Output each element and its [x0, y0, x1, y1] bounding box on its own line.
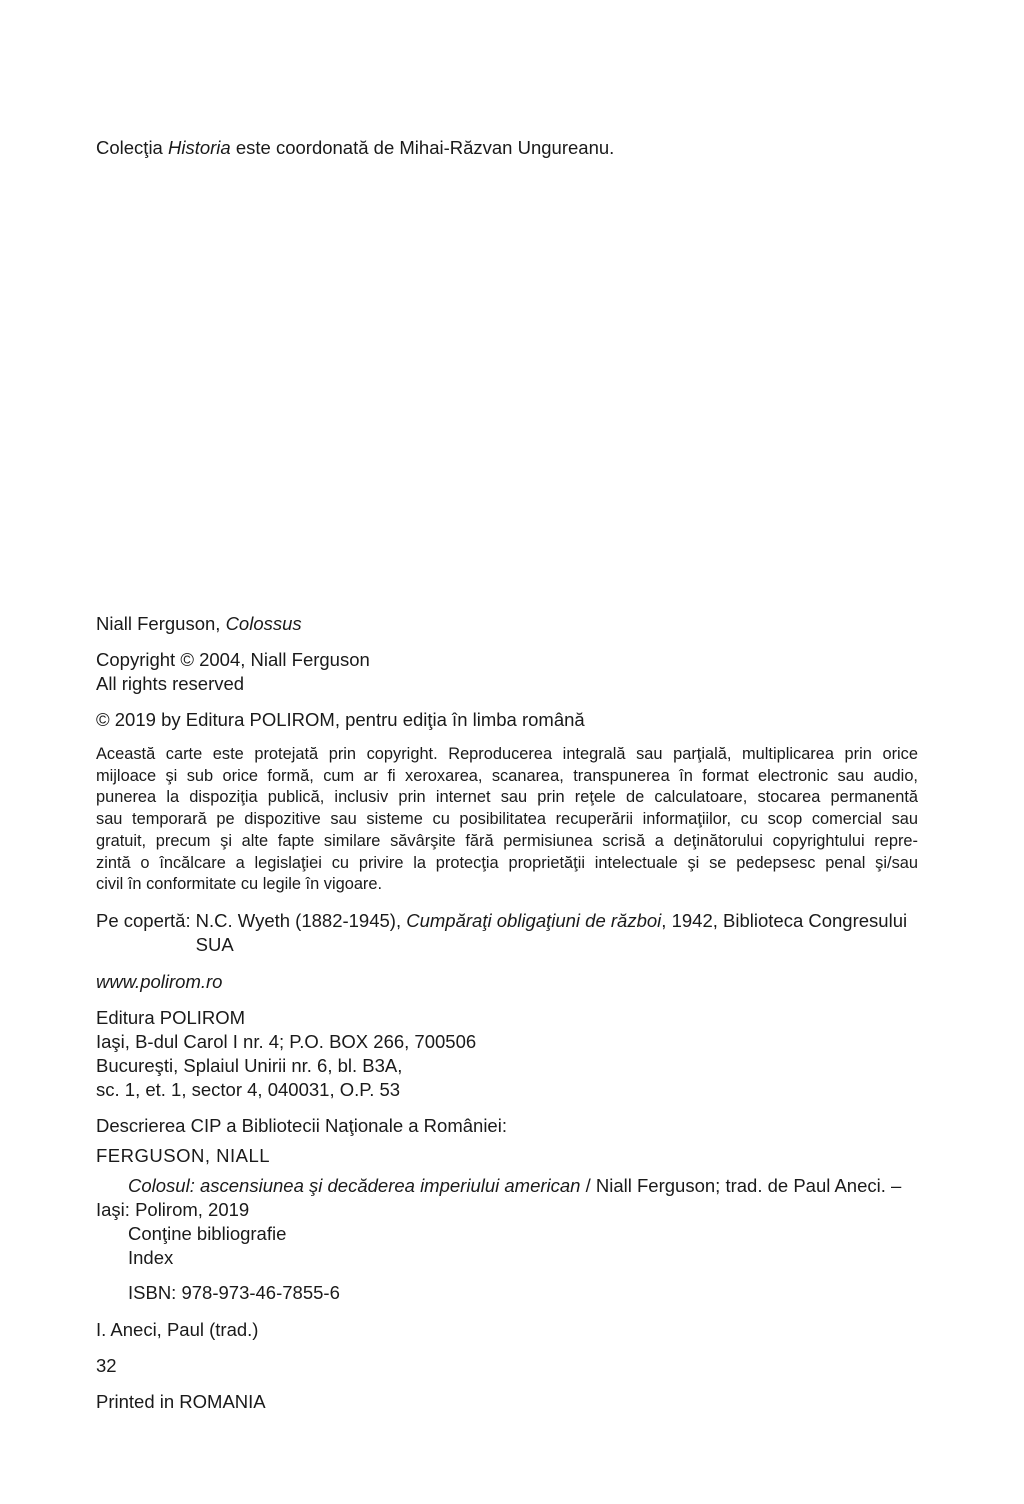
legal-notice-line: gratuit, precum şi alte fapte similare săvârşite fără permisiunea scrisă a deţinătorului copyrightului repre- — [96, 831, 918, 850]
copyright-line: Copyright © 2004, Niall Ferguson — [96, 649, 370, 670]
cover-artwork-title: Cumpăraţi obligaţiuni de război — [406, 910, 662, 931]
legal-notice-line: sau temporară pe dispozitive sau sisteme cu posibilitatea recuperării informaţiilor, cu scop comercial sau — [96, 810, 918, 829]
website-link[interactable] — [96, 970, 926, 994]
legal-notice-line: civil în conformitate cu legile în vigoare. — [96, 875, 383, 894]
series-note-suffix: este coordonată de Mihai-Răzvan Ungureanu. — [230, 137, 615, 158]
publisher-address-line: sc. 1, et. 1, sector 4, 040031, O.P. 53 — [96, 1079, 401, 1100]
publisher-address-line: Iaşi, B-dul Carol I nr. 4; P.O. BOX 266, 700506 — [96, 1031, 477, 1052]
original-work-title: Colossus — [225, 613, 302, 634]
copyright-block — [96, 648, 926, 696]
cip-added-entry: I. Aneci, Paul (trad.) — [96, 1319, 259, 1340]
series-note — [96, 136, 926, 160]
legal-notice-line: zintă o încălcare a legislaţiei cu privire la protecţia proprietăţii intelectuale şi se pedepsesc penal şi/sau — [96, 853, 918, 872]
cover-credit-label: Pe copertă: — [96, 910, 191, 931]
legal-notice-line: punerea la dispoziţia publică, inclusiv prin internet sau prin reţele de calculatoare, stocarea permanentă — [96, 788, 918, 807]
series-note-prefix: Colecţia — [96, 137, 168, 158]
cover-credit-body — [191, 909, 926, 957]
rights-line: All rights reserved — [96, 673, 245, 694]
cip-note: Index — [128, 1247, 174, 1268]
cip-imprint: Iaşi: Polirom, 2019 — [96, 1199, 250, 1220]
publisher-address-line: Bucureşti, Splaiul Unirii nr. 6, bl. B3A, — [96, 1055, 403, 1076]
legal-notice-line: mijloace şi sub orice formă, cum ar fi xeroxarea, scanarea, transpunerea în format electronic sau audio, — [96, 766, 918, 785]
original-title — [96, 612, 926, 636]
series-name: Historia — [167, 137, 231, 158]
cip-record — [96, 1174, 926, 1270]
printed-in: Printed in ROMANIA — [96, 1391, 266, 1412]
original-author: Niall Ferguson, — [96, 613, 226, 634]
legal-notice — [96, 744, 918, 896]
edition-copyright: © 2019 by Editura POLIROM, pentru ediţia în limba română — [96, 709, 585, 730]
cover-source-country: SUA — [195, 934, 234, 955]
website-url[interactable]: www.polirom.ro — [96, 971, 223, 992]
cip-heading: Descrierea CIP a Bibliotecii Naţionale a României: — [96, 1115, 507, 1136]
cip-responsibility: / Niall Ferguson; trad. de Paul Aneci. – — [580, 1175, 902, 1196]
cip-classification: 32 — [96, 1355, 117, 1376]
cover-artist: N.C. Wyeth (1882-1945), — [195, 910, 407, 931]
cover-source: , 1942, Biblioteca Congresului — [661, 910, 908, 931]
cover-credit — [96, 909, 926, 957]
publisher-name: Editura POLIROM — [96, 1007, 246, 1028]
isbn: ISBN: 978-973-46-7855-6 — [128, 1282, 340, 1303]
cip-author: FERGUSON, NIALL — [96, 1145, 271, 1166]
publisher-address — [96, 1006, 926, 1102]
cip-note: Conţine bibliografie — [128, 1223, 287, 1244]
legal-notice-line: Această carte este protejată prin copyright. Reproducerea integrală sau parţială, multiplicarea prin orice — [96, 745, 918, 763]
cip-title: Colosul: ascensiunea şi decăderea imperiului american — [128, 1175, 581, 1196]
